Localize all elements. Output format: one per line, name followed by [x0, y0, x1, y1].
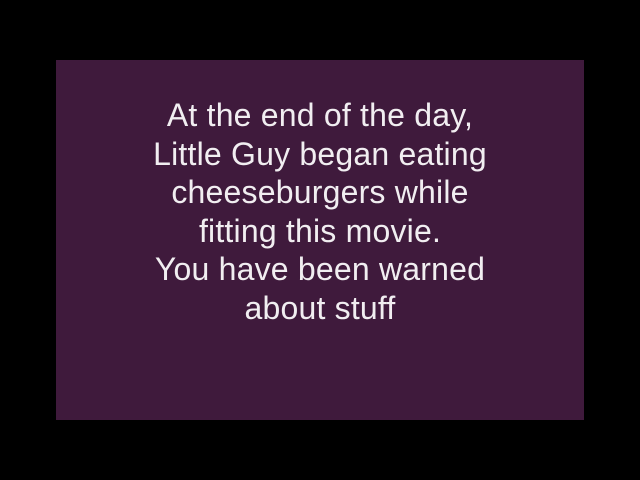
- caption-text: [56, 96, 584, 327]
- caption-panel: [56, 60, 584, 420]
- caption-line-4: fitting this movie.: [198, 212, 442, 249]
- caption-line-6: about stuff: [244, 289, 396, 326]
- caption-line-3: cheeseburgers while: [171, 174, 469, 210]
- caption-line-5: You have been warned: [154, 251, 486, 287]
- caption-line-2: Little Guy began eating: [153, 135, 487, 172]
- caption-line-1: At the end of the day,: [166, 97, 474, 133]
